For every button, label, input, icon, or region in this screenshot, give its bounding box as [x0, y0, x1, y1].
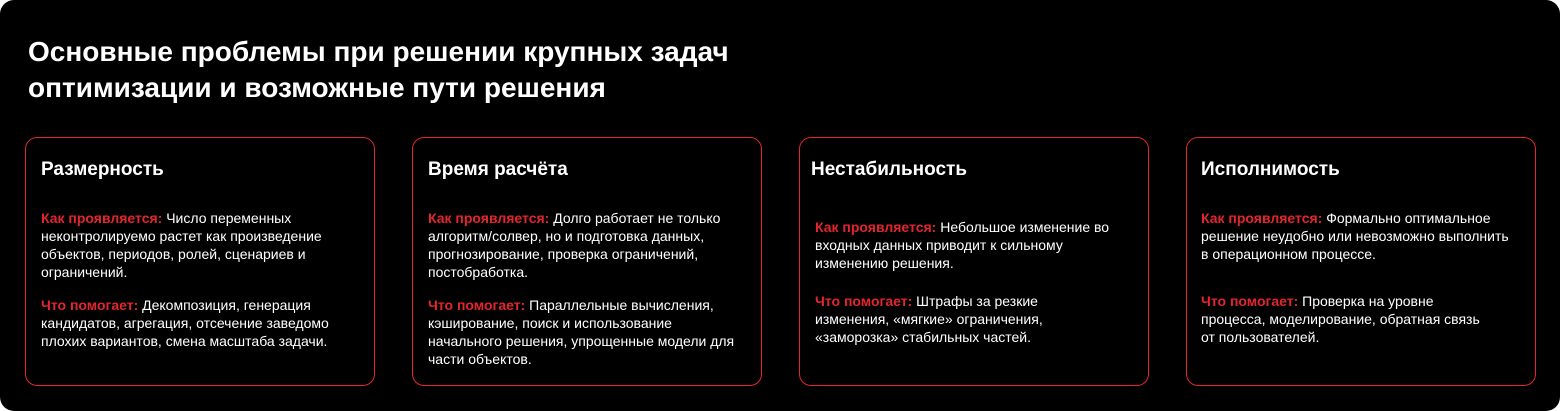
manifests-paragraph [1201, 209, 1511, 263]
helps-paragraph [815, 292, 1085, 346]
manifests-paragraph [428, 209, 743, 281]
card-computation-time [412, 137, 762, 386]
page-title-line-1: Основные проблемы при решении крупных задач [28, 36, 729, 67]
manifests-text: Долго работает не только алгоритм/солвер, но и подготовка данных, прогнозирование, проверка ограничений, постобработка. [428, 210, 721, 280]
manifests-text: Формально оптимальное решение неудобно или невозможно выполнить в операционном процессе. [1201, 210, 1509, 262]
helps-label: Что помогает: [428, 297, 526, 313]
helps-label: Что помогает: [41, 297, 139, 313]
manifests-text: Число переменных неконтролируемо растет как произведение объектов, периодов, ролей, сценариев и ограничений. [41, 210, 322, 280]
card-title: Размерность [41, 159, 164, 180]
card-title: Время расчёта [428, 159, 568, 180]
card-instability [799, 137, 1149, 386]
manifests-label: Как проявляется: [41, 210, 163, 226]
helps-label: Что помогает: [1201, 293, 1299, 309]
card-feasibility [1186, 137, 1536, 386]
page-title [28, 34, 928, 106]
manifests-label: Как проявляется: [428, 210, 550, 226]
manifests-paragraph [41, 209, 351, 281]
card-title: Нестабильность [811, 159, 968, 180]
helps-label: Что помогает: [815, 293, 913, 309]
helps-paragraph [41, 296, 351, 350]
helps-paragraph [428, 296, 743, 368]
helps-text: Параллельные вычисления, кэширование, поиск и использование начального решения, упрощенные модели для части объектов. [428, 297, 735, 367]
manifests-label: Как проявляется: [815, 219, 937, 235]
page-title-line-2: оптимизации и возможные пути решения [28, 72, 606, 103]
helps-paragraph [1201, 292, 1491, 346]
manifests-paragraph [815, 218, 1115, 272]
helps-text: Декомпозиция, генерация кандидатов, агрегация, отсечение заведомо плохих вариантов, смена масштаба задачи. [41, 297, 329, 349]
helps-text: Штрафы за резкие изменения, «мягкие» ограничения, «заморозка» стабильных частей. [815, 293, 1043, 345]
manifests-label: Как проявляется: [1201, 210, 1323, 226]
manifests-text: Небольшое изменение во входных данных приводит к сильному изменению решения. [815, 219, 1110, 271]
card-dimensionality [25, 137, 375, 386]
card-title: Исполнимость [1201, 159, 1340, 180]
helps-text: Проверка на уровне процесса, моделирование, обратная связь от пользователей. [1201, 293, 1480, 345]
